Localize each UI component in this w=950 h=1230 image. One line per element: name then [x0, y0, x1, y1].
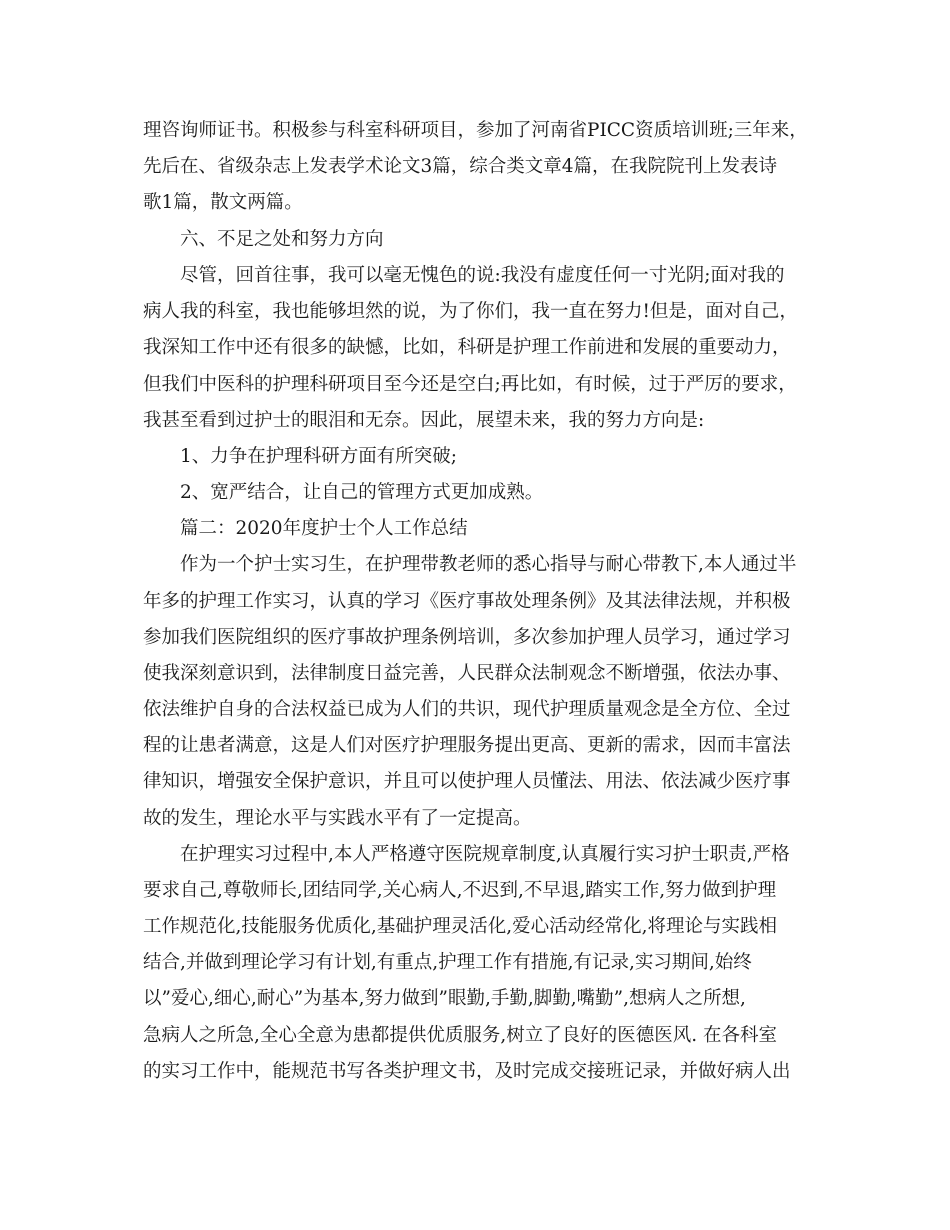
text-line: 年多的护理工作实习，认真的学习《医疗事故处理条例》及其法律法规，并积极 [143, 591, 791, 612]
paragraph-start: 尽管，回首往事，我可以毫无愧色的说:我没有虚度任何一寸光阴;面对我的 [180, 265, 785, 286]
text-line: 程的让患者满意，这是人们对医疗护理服务提出更高、更新的需求，因而丰富法 [143, 735, 791, 756]
text-line: 我甚至看到过护士的眼泪和无奈。因此，展望未来，我的努力方向是: [143, 410, 705, 431]
text-line: 故的发生，理论水平与实践水平有了一定提高。 [143, 808, 532, 829]
section-heading: 六、不足之处和努力方向 [180, 229, 384, 250]
text-line: 的实习工作中，能规范书写各类护理文书，及时完成交接班记录，并做好病人出 [143, 1061, 791, 1082]
text-line: 使我深刻意识到，法律制度日益完善，人民群众法制观念不断增强，依法办事、 [143, 663, 791, 684]
text-line: 要求自己,尊敬师长,团结同学,关心病人,不迟到,不早退,踏实工作,努力做到护理 [143, 880, 777, 901]
text-line: 歌1篇，散文两篇。 [143, 192, 303, 213]
text-line: 理咨询师证书。积极参与科室科研项目，参加了河南省PICC资质培训班;三年来， [143, 120, 808, 141]
text-line: 律知识，增强安全保护意识，并且可以使护理人员懂法、用法、依法减少医疗事 [143, 771, 791, 792]
text-line: 病人我的科室，我也能够坦然的说，为了你们，我一直在努力!但是，面对自己， [143, 301, 798, 322]
text-line: 依法维护自身的合法权益已成为人们的共识，现代护理质量观念是全方位、全过 [143, 699, 791, 720]
paragraph-start: 作为一个护士实习生，在护理带教老师的悉心指导与耐心带教下,本人通过半 [180, 554, 797, 575]
text-line: 急病人之所急,全心全意为患都提供优质服务,树立了良好的医德医风. 在各科室 [143, 1025, 778, 1046]
text-line: 结合,并做到理论学习有计划,有重点,护理工作有措施,有记录,实习期间,始终 [143, 952, 752, 973]
text-line: 我深知工作中还有很多的缺憾，比如，科研是护理工作前进和发展的重要动力， [143, 337, 791, 358]
paragraph-start: 在护理实习过程中,本人严格遵守医院规章制度,认真履行实习护士职责,严格 [180, 844, 790, 865]
text-line: 工作规范化,技能服务优质化,基础护理灵活化,爱心活动经常化,将理论与实践相 [143, 916, 778, 937]
text-line: 参加我们医院组织的医疗事故护理条例培训，多次参加护理人员学习，通过学习 [143, 627, 791, 648]
text-line: 以”爱心,细心,耐心”为基本,努力做到”眼勤,手勤,脚勤,嘴勤”,想病人之所想, [143, 988, 746, 1009]
text-line: 但我们中医科的护理科研项目至今还是空白;再比如，有时候，过于严厉的要求， [143, 374, 797, 395]
text-line: 先后在、省级杂志上发表学术论文3篇，综合类文章4篇，在我院院刊上发表诗 [143, 156, 778, 177]
article-heading: 篇二：2020年度护士个人工作总结 [180, 518, 468, 539]
list-item: 1、力争在护理科研方面有所突破; [180, 446, 458, 467]
list-item: 2、宽严结合，让自己的管理方式更加成熟。 [180, 482, 544, 503]
